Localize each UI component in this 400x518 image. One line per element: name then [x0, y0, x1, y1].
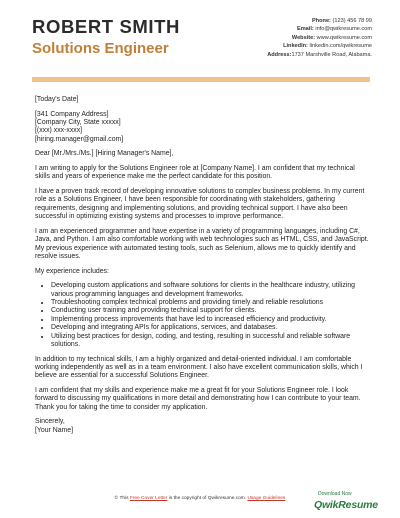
salutation: Dear [Mr./Mrs./Ms.] [Hiring Manager's Name], — [35, 150, 174, 158]
experience-intro: My experience includes: — [35, 267, 109, 275]
experience-list — [35, 282, 370, 349]
letter-date: [Today's Date] — [35, 96, 79, 103]
paragraph-3: I am an experienced programmer and have expertise in a variety of programming languages, including C#, Java, and Python. I am also comfortable working with web technologies such as HTML, CSS, and JavaScript. My previous experience with automated testing tools, such as Selenium, allows me to quickly identify and resolve issues. — [35, 227, 369, 261]
contact-website[interactable]: Website: www.qwikresume.com — [291, 34, 372, 41]
paragraph-1: I am writing to apply for the Solutions Engineer role at [Company Name]. I am confident that my technical skills and years of experience make me the perfect candidate for this position. — [35, 165, 355, 181]
paragraph-5: I am confident that my skills and experience make me a great fit for your Solutions Engineer role. I look forward to discussing my qualifications in more detail and demonstrating how I can contribute to your team. Thank you for taking the time to consider my application. — [35, 387, 361, 411]
contact-block — [267, 17, 372, 59]
applicant-name: ROBERT SMITH — [32, 16, 181, 37]
download-now-label: Download Now — [318, 491, 352, 497]
letter-body — [35, 96, 370, 435]
qwikresume-logo[interactable] — [312, 491, 392, 513]
free-cover-letter-link[interactable]: Free Cover Letter — [129, 496, 168, 501]
copyright-footer: © This Free Cover Letter is the copyright of Qwikresume.com. Usage Guidelines — [114, 496, 286, 501]
list-item: • Troubleshooting complex technical problems and providing timely and reliable resolutions — [51, 299, 370, 307]
list-item: • Developing and integrating APIs for applications, services, and databases. — [51, 324, 370, 332]
accent-divider — [32, 77, 370, 82]
applicant-title: Solutions Engineer — [32, 40, 169, 57]
paragraph-2: I have a proven track record of developing innovative solutions to complex business problems. In my current role as a Solutions Engineer, I have been responsible for coordinating with stakeholders, gathering requirements, designing and implementing solutions, and providing technical support. I have also been successful in optimizing existing systems and processes to improve performance. — [35, 188, 365, 221]
contact-email[interactable]: Email: info@qwikresume.com — [296, 26, 372, 33]
contact-phone: Phone: (123) 456 78 99 — [311, 18, 372, 24]
closing: Sincerely, — [35, 418, 65, 426]
paragraph-4: In addition to my technical skills, I am a highly organized and detail-oriented individual. I am comfortable working independently as well as in a team environment. I also have excellent communication skills, which I believe are essential for a successful Solutions Engineer. — [35, 355, 363, 380]
brand-wordmark: QwikResume — [314, 499, 378, 511]
contact-linkedin[interactable]: LinkedIn: linkedin.com/qwikresume — [283, 43, 372, 50]
letter-header — [32, 16, 372, 66]
list-item: • Implementing process improvements that have led to increased efficiency and productivity. — [51, 316, 370, 324]
list-item: • Utilizing best practices for design, coding, and testing, resulting in successful and reliable software solutions. — [51, 333, 370, 350]
list-item: • Developing custom applications and software solutions for clients in the healthcare industry, utilizing various programming languages and development frameworks. — [51, 282, 370, 299]
contact-address: Address:1737 Marshville Road, Alabama. — [267, 51, 372, 58]
recipient-address: [341 Company Address] [Company City, State xxxxx] [(xxx) xxx-xxxx] [hiring.manager@gmail.com] — [35, 110, 124, 143]
signature: [Your Name] — [35, 426, 74, 434]
usage-guidelines-link[interactable]: Usage Guidelines — [247, 496, 286, 501]
list-item: • Conducting user training and providing technical support for clients. — [51, 307, 370, 315]
